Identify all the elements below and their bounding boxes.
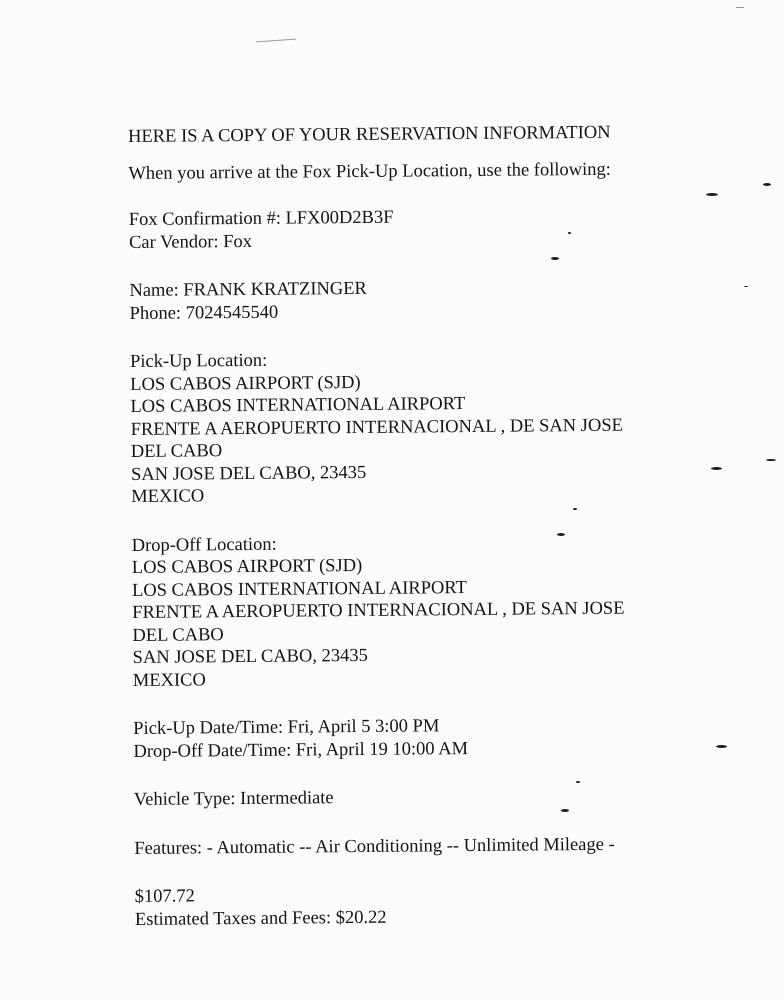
vehicle-features: Features: - Automatic -- Air Conditioning -- Unlimited Mileage -: [134, 834, 615, 859]
reservation-document: [128, 121, 735, 931]
pickup-address-line: LOS CABOS AIRPORT (SJD): [130, 372, 361, 395]
estimated-taxes: Estimated Taxes and Fees: $20.22: [134, 907, 387, 930]
scan-speck: [744, 286, 748, 287]
vehicle-type: Vehicle Type: Intermediate: [133, 788, 334, 810]
pickup-address-line: DEL CABO: [130, 441, 223, 462]
customer-name: Name: FRANK KRATZINGER: [129, 278, 367, 301]
scan-speck: [763, 183, 771, 186]
document-header: HERE IS A COPY OF YOUR RESERVATION INFORMATION: [128, 122, 611, 147]
scan-speck: [766, 459, 776, 461]
pickup-address-line: MEXICO: [131, 486, 205, 507]
dropoff-address-line: MEXICO: [132, 669, 206, 691]
customer-phone: Phone: 7024545540: [129, 302, 279, 324]
dropoff-address-line: LOS CABOS AIRPORT (SJD): [131, 555, 363, 578]
intro-text: When you arrive at the Fox Pick-Up Location, use the following:: [128, 159, 611, 184]
pickup-location-block: [130, 346, 731, 509]
dropoff-location-label: Drop-Off Location:: [131, 534, 277, 556]
pickup-address-line: LOS CABOS INTERNATIONAL AIRPORT: [130, 394, 466, 417]
scan-smudge: [256, 39, 296, 43]
dropoff-address-line: SAN JOSE DEL CABO, 23435: [132, 645, 368, 668]
pickup-address-line: FRENTE A AEROPUERTO INTERNACIONAL , DE SAN JOSE: [130, 415, 623, 440]
dropoff-location-block: [132, 529, 733, 692]
pickup-location-label: Pick-Up Location:: [129, 350, 268, 372]
dropoff-datetime: Drop-Off Date/Time: Fri, April 19 10:00 AM: [133, 738, 469, 762]
dropoff-address-line: LOS CABOS INTERNATIONAL AIRPORT: [131, 577, 467, 601]
car-vendor: Car Vendor: Fox: [128, 231, 253, 253]
scan-smudge: [736, 7, 744, 8]
dropoff-address-line: DEL CABO: [132, 624, 224, 646]
confirmation-number: Fox Confirmation #: LFX00D2B3F: [128, 207, 394, 230]
pickup-address-line: SAN JOSE DEL CABO, 23435: [130, 462, 367, 485]
dropoff-address-line: FRENTE A AEROPUERTO INTERNACIONAL , DE SAN JOSE: [132, 598, 625, 623]
pickup-datetime: Pick-Up Date/Time: Fri, April 5 3:00 PM: [133, 716, 440, 739]
rental-price: $107.72: [134, 886, 195, 907]
